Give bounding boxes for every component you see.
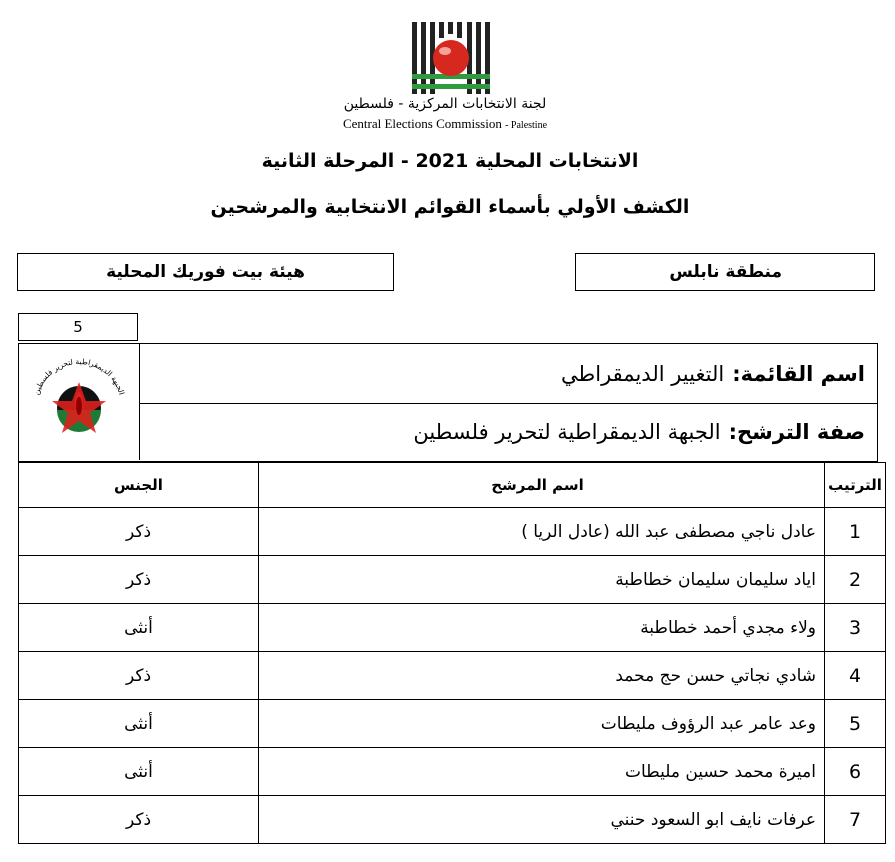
row-order: 5 — [825, 700, 886, 748]
council-box — [17, 253, 394, 291]
list-name-row — [140, 344, 877, 404]
table-header-row — [19, 463, 886, 508]
row-gender: أنثى — [19, 604, 259, 652]
list-affiliation-value: الجبهة الديمقراطية لتحرير فلسطين — [413, 420, 721, 444]
document-title: الانتخابات المحلية 2021 - المرحلة الثانية — [261, 150, 639, 172]
row-order: 3 — [825, 604, 886, 652]
table-row — [19, 748, 886, 796]
row-name: عادل ناجي مصطفى عبد الله (عادل الريا ) — [259, 508, 825, 556]
council-label: هيئة بيت فوريك المحلية — [106, 262, 305, 282]
org-name-english-suffix: - Palestine — [505, 120, 548, 131]
table-row — [19, 556, 886, 604]
document-subtitle: الكشف الأولي بأسماء القوائم الانتخابية والمرشحين — [210, 196, 690, 218]
list-name-label: اسم القائمة: — [732, 361, 865, 386]
dflp-emblem-icon — [19, 344, 138, 460]
table-row — [19, 604, 886, 652]
row-gender: ذكر — [19, 652, 259, 700]
header-name: اسم المرشح — [259, 463, 825, 508]
row-gender: أنثى — [19, 748, 259, 796]
table-row — [19, 700, 886, 748]
row-gender: ذكر — [19, 556, 259, 604]
list-info-panel — [18, 343, 878, 462]
org-name-english — [300, 116, 590, 132]
row-order: 4 — [825, 652, 886, 700]
row-order: 7 — [825, 796, 886, 844]
row-order: 2 — [825, 556, 886, 604]
header-order: الترتيب — [825, 463, 886, 508]
org-name-arabic: لجنة الانتخابات المركزية - فلسطين — [343, 96, 547, 112]
row-order: 6 — [825, 748, 886, 796]
row-gender: ذكر — [19, 508, 259, 556]
list-number-box — [18, 313, 138, 341]
list-affiliation-row — [140, 404, 877, 460]
emblem-arc-text: الجبهة الديمقراطية لتحرير فلسطين — [31, 356, 127, 396]
row-name: اميرة محمد حسين مليطات — [259, 748, 825, 796]
region-box — [575, 253, 875, 291]
row-name: عرفات نايف ابو السعود حنني — [259, 796, 825, 844]
row-gender: ذكر — [19, 796, 259, 844]
table-row — [19, 652, 886, 700]
row-order: 1 — [825, 508, 886, 556]
org-name-english-main: Central Elections Commission — [342, 116, 502, 131]
row-name: اياد سليمان سليمان خطاطبة — [259, 556, 825, 604]
header-gender: الجنس — [19, 463, 259, 508]
table-row — [19, 796, 886, 844]
list-affiliation-label: صفة الترشح: — [728, 420, 865, 444]
table-row — [19, 508, 886, 556]
row-gender: أنثى — [19, 700, 259, 748]
row-name: ولاء مجدي أحمد خطاطبة — [259, 604, 825, 652]
list-name-value: التغيير الديمقراطي — [561, 361, 725, 386]
candidates-table — [18, 462, 886, 844]
region-label: منطقة نابلس — [669, 262, 782, 282]
row-name: شادي نجاتي حسن حج محمد — [259, 652, 825, 700]
party-emblem — [19, 344, 140, 460]
list-number: 5 — [73, 318, 83, 336]
row-name: وعد عامر عبد الرؤوف مليطات — [259, 700, 825, 748]
cec-logo-icon — [412, 22, 490, 94]
